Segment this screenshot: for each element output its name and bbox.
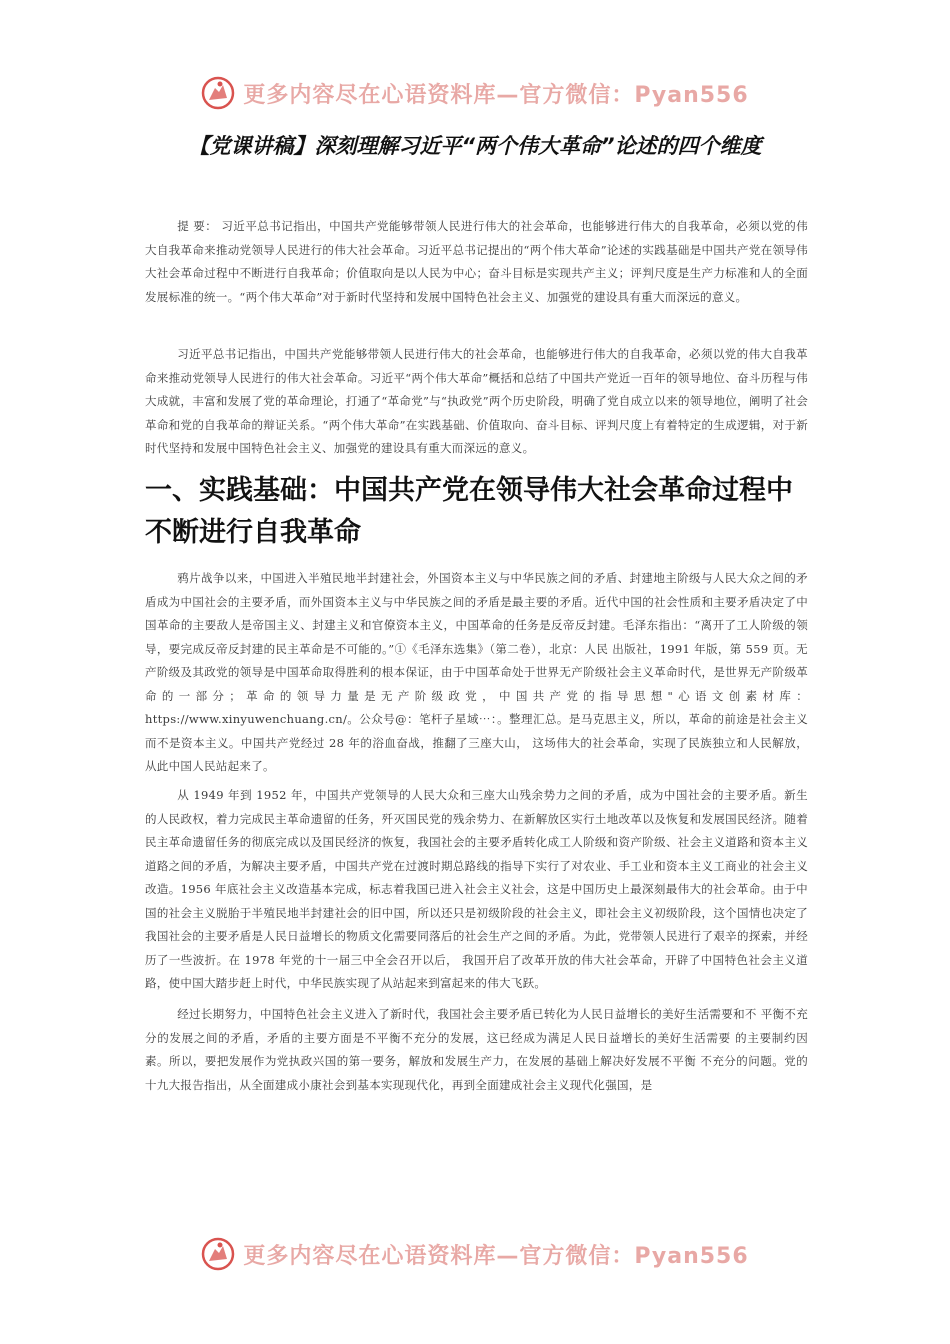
body-paragraph-1: 鸦片战争以来，中国进入半殖民地半封建社会，外国资本主义与中华民族之间的矛盾、封建地主阶级与人民大众之间的矛盾成为中国社会的主要矛盾，而外国资本主义与中华民族之间的矛盾是最主要的矛盾。近代中国的社会性质和主要矛盾决定了中国革命的主要敌人是帝国主义、封建主义和官僚资本主义，中国革命的任务是反帝反封建。毛泽东指出：“离开了工人阶级的领导，要完成反帝反封建的民主革命是不可能的。”①《毛泽东选集》（第二卷），北京：人民 出版社，1991 年版，第 559 页。无产阶级及其政党的领导是中国革命取得胜利的根本保证，由于中国革命处于世界无产阶级社会主义革命时代，是世界无产阶级革命的一部分；革命的领导力量是无产阶级政党，中国共产党的指导思想"心语文创素材库：https://www.xinyuwenchuang.cn/。公众号@：笔杆子星域⋯：。整理汇总。是马克思主义，所以，革命的前途是社会主义而不是资本主义。中国共产党经过 28 年的浴血奋战，推翻了三座大山， 这场伟大的社会革命，实现了民族独立和人民解放，从此中国人民站起来了。 bbox=[145, 571, 808, 773]
intro-paragraph: 习近平总书记指出，中国共产党能够带领人民进行伟大的社会革命，也能够进行伟大的自我革命，必须以党的伟大自我革命来推动党领导人民进行的伟大社会革命。习近平“两个伟大革命”概括和总结了中国共产党近一百年的领导地位、奋斗历程与伟大成就，丰富和发展了党的革命理论，打通了“革命党”与“执政党”两个历史阶段，明确了党自成立以来的领导地位，阐明了社会革命和党的自我革命的辩证关系。“两个伟大革命”在实践基础、价值取向、奋斗目标、评判尺度上有着特定的生成逻辑，对于新时代坚持和发展中国特色社会主义、加强党的建设具有重大而深远的意义。 bbox=[145, 347, 808, 455]
document-title: 【党课讲稿】深刻理解习近平“两个伟大革命”论述的四个维度 bbox=[188, 134, 762, 158]
body-paragraph-3: 经过长期努力，中国特色社会主义进入了新时代，我国社会主要矛盾已转化为人民日益增长的美好生活需要和不 平衡不充分的发展之间的矛盾，矛盾的主要方面是不平衡不充分的发展，这已经成为满足人民日益增长的美好生活需要 的主要制约因素。所以，要把发展作为党执政兴国的第一要务，解放和发展生产力，在发展的基础上解决好发展不平衡 不充分的问题。党的十九大报告指出，从全面建成小康社会到基本实现现代化，再到全面建成社会主义现代化强国，是 bbox=[145, 1007, 808, 1092]
horse-rider-logo-icon bbox=[201, 1237, 235, 1271]
section-heading-1: 一、实践基础：中国共产党在领导伟大社会革命过程中不断进行自我革命 bbox=[145, 475, 793, 548]
body-paragraph-2: 从 1949 年到 1952 年，中国共产党领导的人民大众和三座大山残余势力之间的矛盾，成为中国社会的主要矛盾。新生的人民政权，着力完成民主革命遗留的任务，歼灭国民党的残余势力、在新解放区实行土地改革以及恢复和发展国民经济。随着民主革命遗留任务的彻底完成以及国民经济的恢复，我国社会的主要矛盾转化成工人阶级和资产阶级、社会主义道路和资本主义道路之间的矛盾，为解决主要矛盾，中国共产党在过渡时期总路线的指导下实行了对农业、手工业和资本主义工商业的社会主义改造。1956 年底社会主义改造基本完成，标志着我国已进入社会主义社会，这是中国历史上最深刻最伟大的社会革命。由于中国的社会主义脱胎于半殖民地半封建社会的旧中国，所以还只是初级阶段的社会主义，即社会主义初级阶段，这个国情也决定了我国社会的主要矛盾是人民日益增长的物质文化需要同落后的社会生产之间的矛盾。为此，党带领人民进行了艰辛的探索，并经历了一些波折。在 1978 年党的十一届三中全会召开以后， 我国开启了改革开放的伟大社会革命，开辟了中国特色社会主义道路，使中国大踏步赶上时代，中华民族实现了从站起来到富起来的伟大飞跃。 bbox=[145, 788, 808, 990]
abstract-paragraph: 提 要： 习近平总书记指出，中国共产党能够带领人民进行伟大的社会革命，也能够进行伟大的自我革命，必须以党的伟大自我革命来推动党领导人民进行的伟大社会革命。习近平总书记提出的“两个伟大革命”论述的实践基础是中国共产党在领导伟大社会革命过程中不断进行自我革命；价值取向是以人民为中心；奋斗目标是实现共产主义；评判尺度是生产力标准和人的全面发展标准的统一。“两个伟大革命”对于新时代坚持和发展中国特色社会主义、加强党的建设具有重大而深远的意义。 bbox=[145, 219, 808, 304]
horse-rider-logo-icon bbox=[201, 76, 235, 110]
banner-text: 更多内容尽在心语资料库—官方微信：Pyan556 bbox=[243, 1243, 749, 1269]
footer-banner bbox=[0, 1234, 950, 1274]
header-banner bbox=[0, 73, 950, 113]
banner-text: 更多内容尽在心语资料库—官方微信：Pyan556 bbox=[243, 82, 749, 108]
